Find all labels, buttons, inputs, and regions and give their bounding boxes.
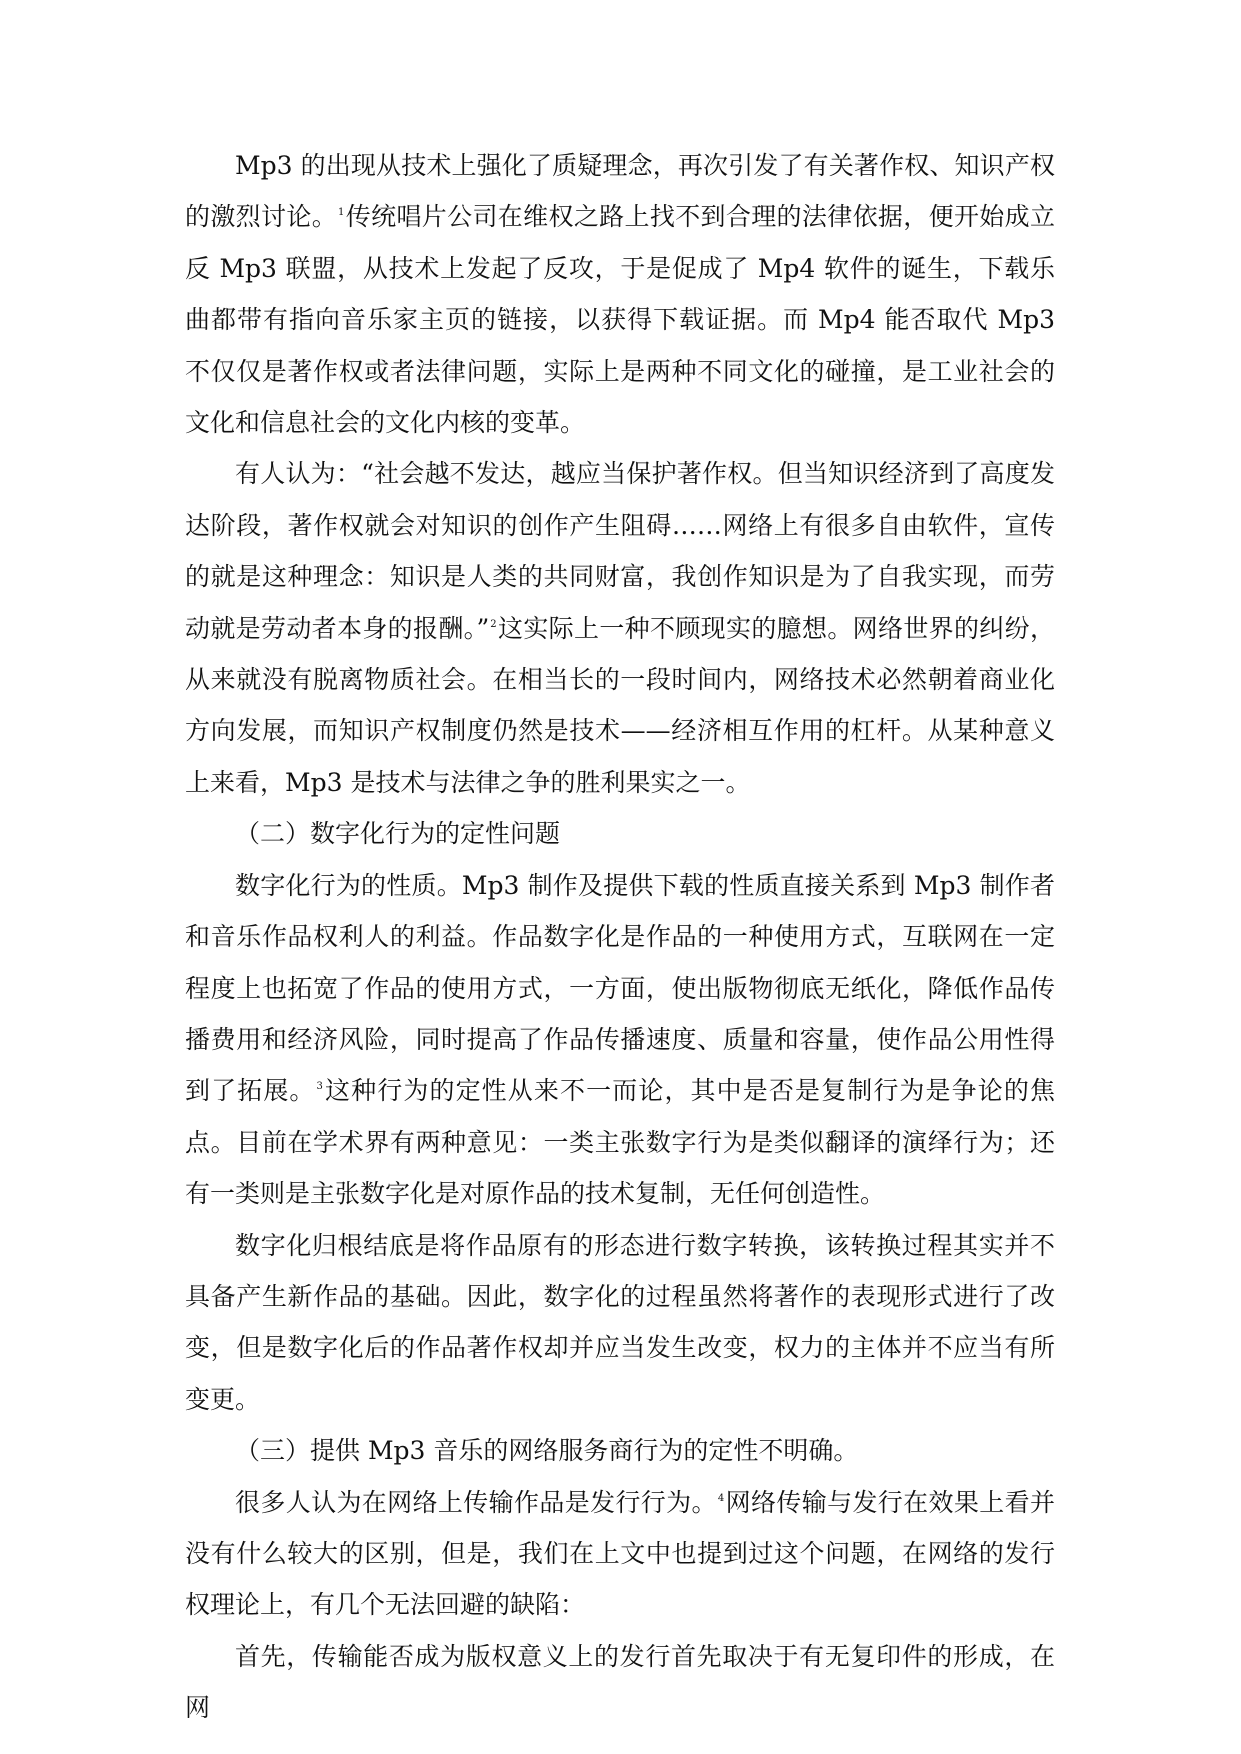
paragraph-digitization-nature: [185, 860, 1055, 1220]
section-heading-digitization: （二）数字化行为的定性问题: [235, 819, 561, 849]
section-heading-service-provider: （三）提供 Mp3 音乐的网络服务商行为的定性不明确。: [235, 1436, 859, 1466]
document-page: [185, 140, 1055, 1734]
paragraph-mp3-debate: [185, 140, 1055, 448]
footnote-marker[interactable]: 3: [316, 1081, 323, 1093]
paragraph-text: 首先，传输能否成为版权意义上的发行首先取决于有无复印件的形成，在网: [185, 1641, 1055, 1723]
footnote-marker[interactable]: 4: [717, 1492, 725, 1504]
paragraph-digitization-conclusion: [185, 1220, 1055, 1426]
paragraph-text: 网络传输与发行在效果上看并没有什么较大的区别，但是，我们在上文中也提到过这个问题，在网络的发行权理论上，有几个无法回避的缺陷：: [185, 1487, 1055, 1620]
paragraph-text: 有人认为：“社会越不发达，越应当保护著作权。但当知识经济到了高度发达阶段，著作权就会对知识的创作产生阻碍……网络上有很多自由软件，宣传的就是这种理念：知识是人类的共同财富，我创作知识是为了自我实现，而劳动就是劳动者本身的报酬。”: [185, 459, 1055, 643]
paragraph-text: 很多人认为在网络上传输作品是发行行为。: [235, 1487, 717, 1517]
paragraph-transmission: [185, 1477, 1055, 1631]
paragraph-text: 传统唱片公司在维权之路上找不到合理的法律依据，便开始成立反 Mp3 联盟，从技术上发起了反攻，于是促成了 Mp4 软件的诞生，下载乐曲都带有指向音乐家主页的链接，以获得下载证据。而 Mp4 能否取代 Mp3 不仅仅是著作权或者法律问题，实际上是两种不同文化的碰撞，是工业社会的文化和信息社会的文化内核的变革。: [185, 202, 1055, 438]
paragraph-copyright-view: [185, 448, 1055, 808]
paragraph-text: Mp3 的出现从技术上强化了质疑理念，再次引发了有关著作权、知识产权的激烈讨论。: [185, 151, 1055, 232]
footnote-marker[interactable]: 2: [490, 618, 497, 630]
footnote-marker[interactable]: 1: [338, 207, 345, 219]
paragraph-text: 数字化行为的性质。Mp3 制作及提供下载的性质直接关系到 Mp3 制作者和音乐作品权利人的利益。作品数字化是作品的一种使用方式，互联网在一定程度上也拓宽了作品的使用方式，一方面，使出版物彻底无纸化，降低作品传播费用和经济风险，同时提高了作品传播速度、质量和容量，使作品公用性得到了拓展。: [185, 870, 1055, 1106]
paragraph-first-point: [185, 1631, 1055, 1734]
paragraph-text: 这种行为的定性从来不一而论，其中是否是复制行为是争论的焦点。目前在学术界有两种意见：一类主张数字行为是类似翻译的演绎行为；还有一类则是主张数字化是对原作品的技术复制，无任何创造性。: [185, 1076, 1055, 1209]
paragraph-text: 这实际上一种不顾现实的臆想。网络世界的纠纷，从来就没有脱离物质社会。在相当长的一段时间内，网络技术必然朝着商业化方向发展，而知识产权制度仍然是技术——经济相互作用的杠杆。从某种意义上来看，Mp3 是技术与法律之争的胜利果实之一。: [185, 613, 1055, 797]
paragraph-text: 数字化归根结底是将作品原有的形态进行数字转换，该转换过程其实并不具备产生新作品的基础。因此，数字化的过程虽然将著作的表现形式进行了改变，但是数字化后的作品著作权却并应当发生改变，权力的主体并不应当有所变更。: [185, 1230, 1055, 1414]
